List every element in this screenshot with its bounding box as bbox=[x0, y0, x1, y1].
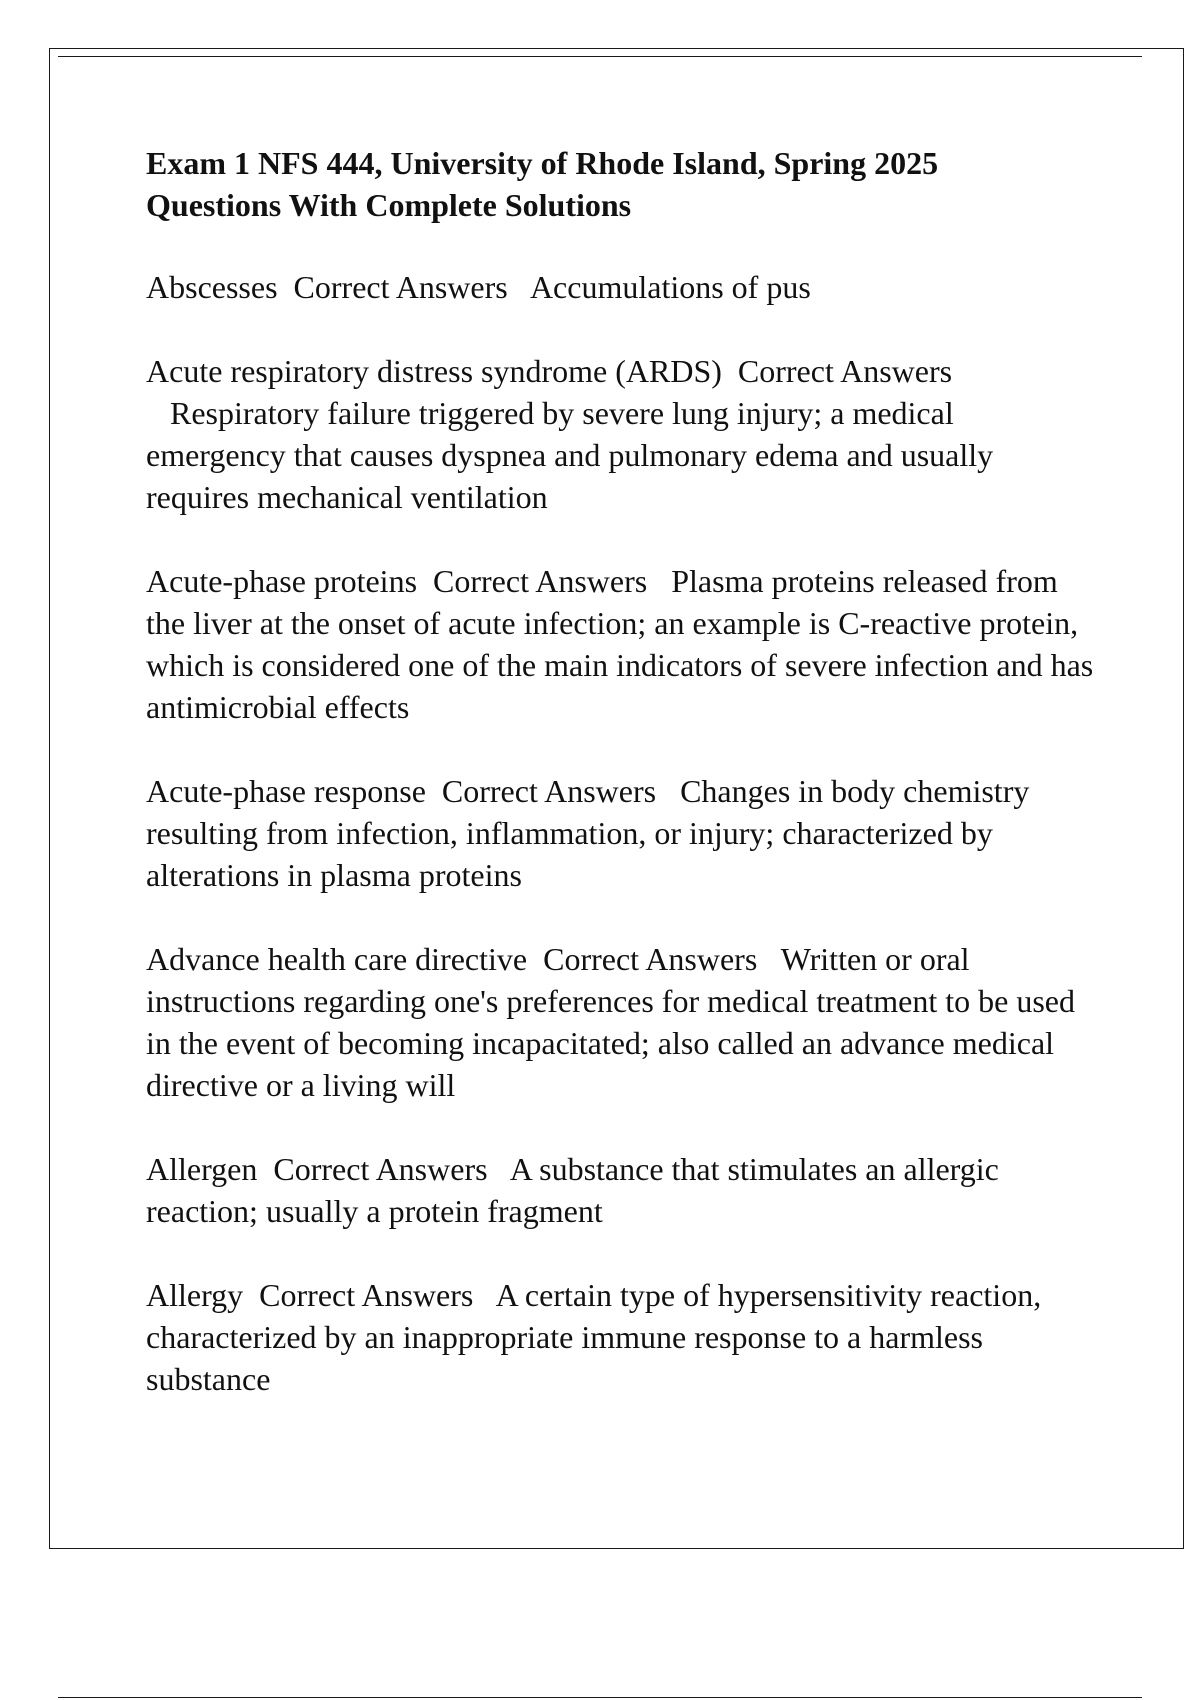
list-item bbox=[146, 1148, 1096, 1232]
entry-term: Advance health care directive bbox=[146, 941, 528, 977]
entry-term: Allergen bbox=[146, 1151, 258, 1187]
top-rule bbox=[58, 56, 1142, 57]
entry-definition: Written or oral instructions regarding one's preferences for medical treatment to be used in the event of becoming incapacitated; also called an advance medical directive or a living will bbox=[146, 941, 1075, 1103]
title-line-2: Questions With Complete Solutions bbox=[146, 187, 632, 223]
entry-definition: Plasma proteins released from the liver at the onset of acute infection; an example is C-reactive protein, which is considered one of the main indicators of severe infection and has antimicrobial effects bbox=[146, 563, 1094, 725]
entry-term: Allergy bbox=[146, 1277, 244, 1313]
list-item bbox=[146, 938, 1096, 1106]
answer-label: Correct Answers bbox=[259, 1277, 474, 1313]
document-body bbox=[146, 142, 1096, 1442]
answer-label: Correct Answers bbox=[543, 941, 758, 977]
entry-definition: A certain type of hypersensitivity reaction, characterized by an inappropriate immune response to a harmless substance bbox=[146, 1277, 1042, 1397]
entry-term: Acute respiratory distress syndrome (ARDS) bbox=[146, 353, 722, 389]
list-item bbox=[146, 266, 1096, 308]
entry-term: Acute-phase proteins bbox=[146, 563, 418, 599]
entry-definition: Respiratory failure triggered by severe lung injury; a medical emergency that causes dyspnea and pulmonary edema and usually requires mechanical ventilation bbox=[146, 395, 994, 515]
list-item bbox=[146, 770, 1096, 896]
title-line-1: Exam 1 NFS 444, University of Rhode Island, Spring 2025 bbox=[146, 145, 939, 181]
list-item bbox=[146, 1274, 1096, 1400]
document-title bbox=[146, 142, 1096, 226]
answer-label: Correct Answers bbox=[441, 773, 657, 809]
list-item bbox=[146, 560, 1096, 728]
entry-definition: Accumulations of pus bbox=[529, 269, 811, 305]
list-item bbox=[146, 350, 1096, 518]
answer-label: Correct Answers bbox=[293, 269, 508, 305]
answer-label: Correct Answers bbox=[737, 353, 953, 389]
entry-definition: Changes in body chemistry resulting from infection, inflammation, or injury; characterized by alterations in plasma proteins bbox=[146, 773, 1030, 893]
answer-label: Correct Answers bbox=[433, 563, 648, 599]
entry-list bbox=[146, 266, 1096, 1400]
answer-label: Correct Answers bbox=[273, 1151, 488, 1187]
bottom-rule bbox=[58, 1697, 1142, 1698]
entry-term: Acute-phase response bbox=[146, 773, 426, 809]
entry-definition: A substance that stimulates an allergic reaction; usually a protein fragment bbox=[146, 1151, 999, 1229]
entry-term: Abscesses bbox=[146, 269, 278, 305]
